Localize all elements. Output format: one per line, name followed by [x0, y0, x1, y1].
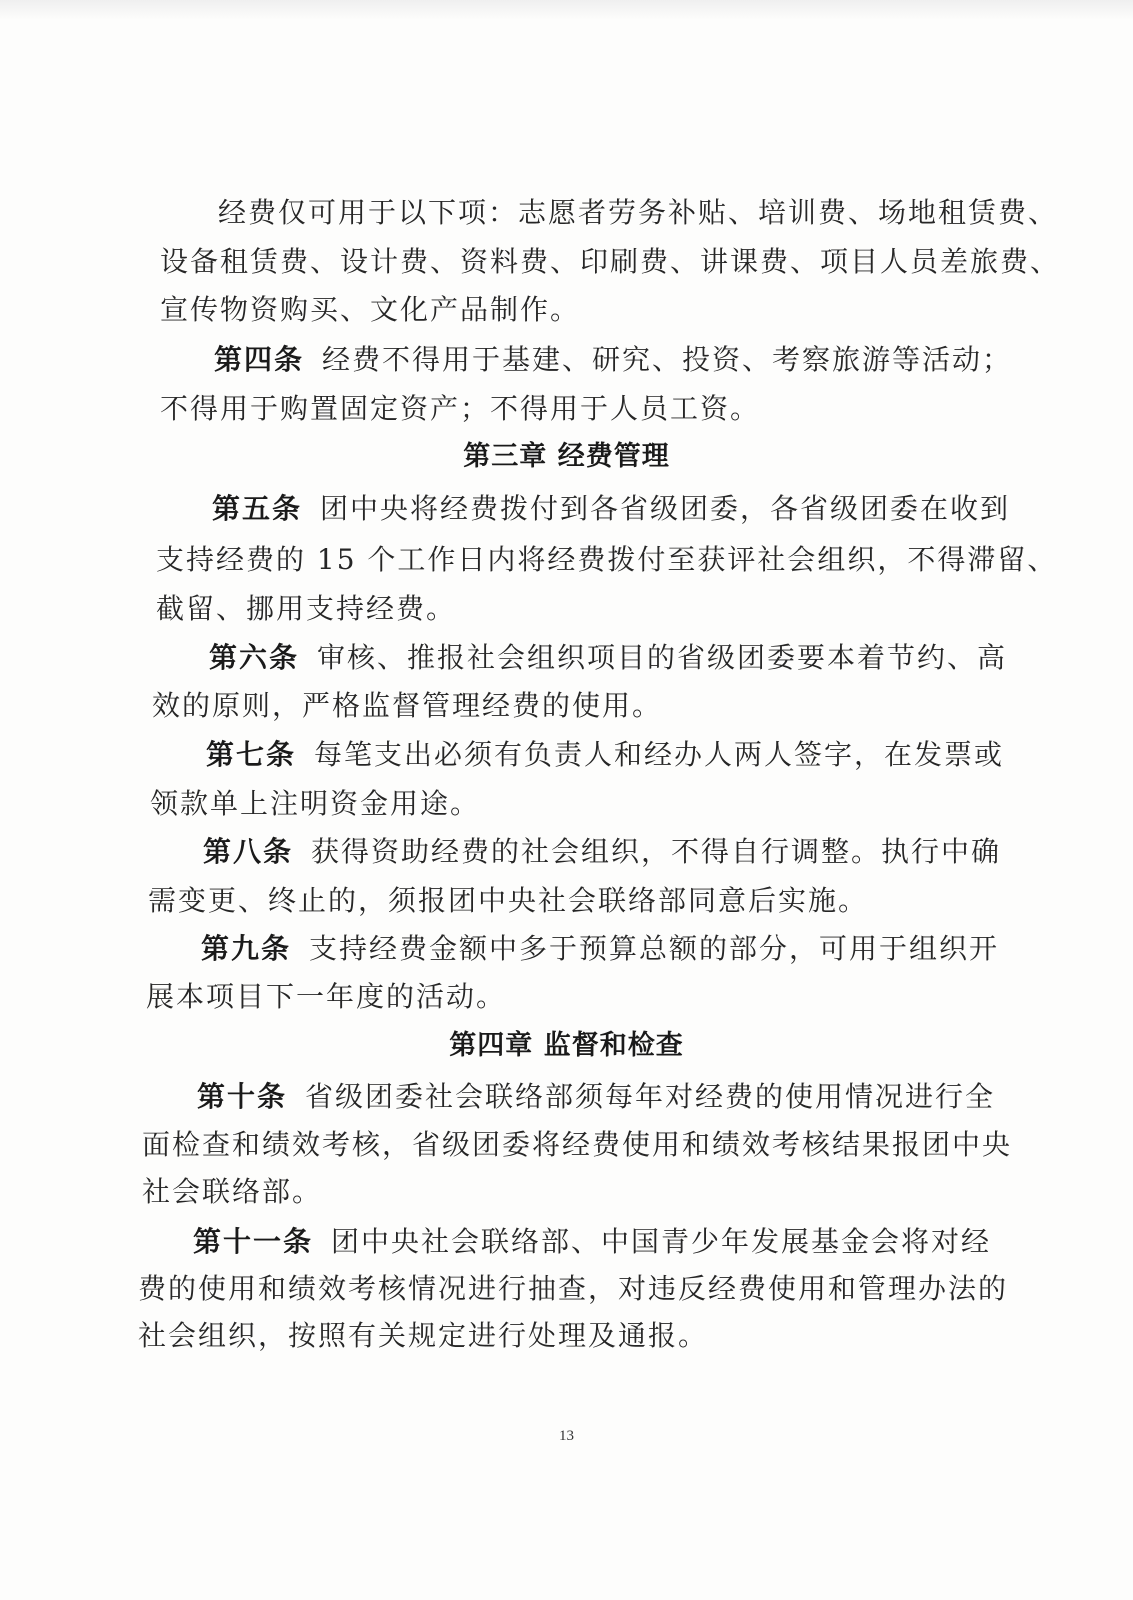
page-number: 13	[559, 1428, 574, 1444]
article-label: 第九条	[201, 932, 292, 965]
article-7-line	[206, 735, 1004, 775]
article-label: 第八条	[203, 835, 294, 868]
body-text-line: 宣传物资购买、文化产品制作。	[160, 293, 581, 326]
article-5-line	[212, 489, 1010, 529]
article-text: 经费不得用于基建、研究、投资、考察旅游等活动；	[322, 343, 1013, 376]
article-text: 团中央将经费拨付到各省级团委，各省级团委在收到	[320, 492, 1011, 525]
article-text: 审核、推报社会组织项目的省级团委要本着节约、高	[317, 641, 1008, 674]
article-label: 第六条	[209, 641, 300, 674]
article-label: 第十条	[197, 1080, 288, 1113]
body-text-line: 经费仅可用于以下项：志愿者劳务补贴、培训费、场地租赁费、	[218, 196, 1059, 229]
article-4-line	[214, 340, 1012, 380]
article-11-line	[193, 1222, 991, 1262]
article-8-line	[203, 832, 1001, 872]
body-text-line: 社会联络部。	[142, 1175, 323, 1208]
article-10-line	[197, 1077, 995, 1117]
body-text-line: 领款单上注明资金用途。	[150, 787, 481, 820]
body-text-line: 需变更、终止的，须报团中央社会联络部同意后实施。	[148, 884, 869, 917]
article-text: 省级团委社会联络部须每年对经费的使用情况进行全	[305, 1080, 996, 1113]
body-text-line: 面检查和绩效考核，省级团委将经费使用和绩效考核结果报团中央	[142, 1128, 1013, 1161]
article-9-line	[201, 929, 999, 969]
body-text-line: 效的原则，严格监督管理经费的使用。	[152, 689, 663, 722]
article-label: 第十一条	[193, 1225, 314, 1258]
article-text: 支持经费金额中多于预算总额的部分，可用于组织开	[309, 932, 1000, 965]
body-text-line: 社会组织，按照有关规定进行处理及通报。	[138, 1319, 709, 1352]
article-label: 第五条	[212, 492, 303, 525]
body-text-line: 费的使用和绩效考核情况进行抽查，对违反经费使用和管理办法的	[138, 1272, 1009, 1305]
body-text-line: 展本项目下一年度的活动。	[146, 980, 507, 1013]
article-text: 每笔支出必须有负责人和经办人两人签字，在发票或	[314, 738, 1005, 771]
body-text-line: 设备租赁费、设计费、资料费、印刷费、讲课费、项目人员差旅费、	[160, 245, 1061, 278]
article-label: 第四条	[214, 343, 305, 376]
article-text: 团中央社会联络部、中国青少年发展基金会将对经	[331, 1225, 992, 1258]
body-text-line: 截留、挪用支持经费。	[156, 592, 457, 625]
article-label: 第七条	[206, 738, 297, 771]
article-text: 获得资助经费的社会组织，不得自行调整。执行中确	[311, 835, 1002, 868]
body-text-line: 不得用于购置固定资产；不得用于人员工资。	[160, 392, 761, 425]
chapter-heading: 第三章 经费管理	[463, 441, 670, 472]
scan-edge	[0, 0, 1133, 20]
article-6-line	[209, 638, 1007, 678]
body-text-line: 支持经费的 15 个工作日内将经费拨付至获评社会组织，不得滞留、	[156, 543, 1058, 576]
chapter-heading: 第四章 监督和检查	[449, 1030, 684, 1061]
